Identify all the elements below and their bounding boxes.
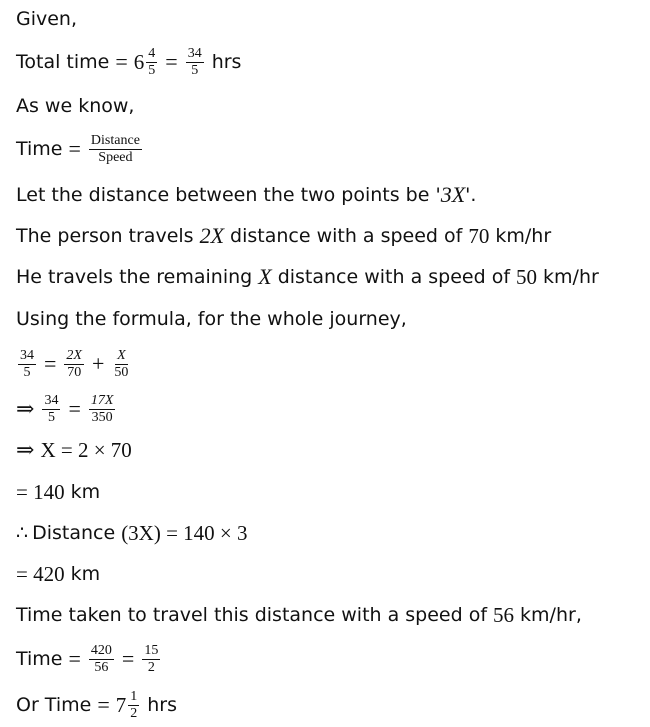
speed-50: 50 [516, 265, 538, 289]
fraction [142, 644, 160, 675]
equals-sign: = [121, 646, 135, 671]
using-formula-line [16, 302, 407, 336]
equation-5 [16, 516, 248, 550]
time-label: Time [16, 138, 63, 160]
equals-sign: = [68, 136, 81, 161]
equals-sign: = [97, 692, 110, 717]
let-distance-math: 3X [440, 182, 466, 207]
frac-num: 2X [66, 347, 82, 363]
eq6-value: = 420 [16, 562, 65, 586]
equation-7 [16, 640, 162, 678]
eq4-value: = 140 [16, 480, 65, 504]
frac-num: 4 [148, 45, 156, 61]
distance-over-speed [89, 134, 142, 165]
frac-den: 50 [114, 364, 129, 380]
time-taken-line [16, 598, 582, 632]
travels-2x-line [16, 219, 551, 253]
equals-sign: = [165, 49, 178, 74]
travels-2x-mid: distance with a speed of [230, 225, 463, 247]
let-distance-post: '. [465, 184, 477, 206]
travels-x-mid: distance with a speed of [277, 266, 511, 288]
travels-2x-math: 2X [199, 223, 225, 248]
unit-km: km [70, 481, 101, 503]
frac-num: 34 [187, 45, 202, 61]
distance-label: Distance [32, 522, 116, 544]
or-time-whole: 7 [115, 693, 127, 717]
plus-sign: + [91, 351, 105, 376]
frac-num: 420 [90, 642, 112, 658]
equals-sign: = [44, 351, 57, 376]
equation-3 [16, 433, 132, 467]
implies-arrow: ⇒ [16, 396, 35, 421]
frac-num: 1 [130, 688, 138, 704]
therefore-symbol: ∴ [16, 522, 29, 544]
frac-den: 56 [94, 659, 109, 675]
equals-sign: = [68, 396, 81, 421]
total-time-fraction [146, 47, 157, 78]
equals-sign: = [115, 49, 128, 74]
total-time-improper [186, 47, 204, 78]
frac-den: 2 [130, 705, 138, 721]
equals-sign: = [68, 646, 81, 671]
time-label: Time [16, 648, 63, 670]
frac-den: 350 [91, 409, 113, 425]
frac-den: 5 [23, 364, 31, 380]
frac-den: 5 [191, 62, 199, 78]
implies-arrow: ⇒ [16, 437, 35, 462]
travels-x-line [16, 260, 599, 294]
unit-kmhr: km/hr [495, 225, 552, 247]
unit-hrs: hrs [147, 694, 177, 716]
equation-1 [16, 345, 132, 383]
or-time-line [16, 686, 177, 724]
frac-den: Speed [98, 149, 133, 165]
unit-kmhr: km/hr, [520, 604, 582, 626]
eq5-math: (3X) = 140 × 3 [121, 521, 248, 545]
given-line [16, 2, 77, 36]
fraction [64, 349, 84, 380]
frac-num: X [117, 347, 126, 363]
travels-x-pre: He travels the remaining [16, 266, 253, 288]
fraction [89, 394, 116, 425]
fraction [128, 690, 139, 721]
equation-2 [16, 390, 117, 428]
travels-x-math: X [258, 264, 272, 289]
time-taken-pre: Time taken to travel this distance with a speed of [16, 604, 488, 626]
speed-56: 56 [493, 603, 515, 627]
frac-num: 34 [20, 347, 34, 363]
or-time-label: Or Time [16, 694, 92, 716]
unit-km: km [70, 563, 101, 585]
fraction [89, 644, 114, 675]
frac-den: 2 [147, 659, 155, 675]
let-distance-line [16, 178, 476, 212]
as-we-know-line [16, 89, 134, 123]
equation-6 [16, 557, 100, 591]
travels-2x-pre: The person travels [16, 225, 194, 247]
given-text: Given, [16, 8, 78, 30]
fraction [112, 349, 130, 380]
frac-num: 17X [90, 392, 114, 408]
frac-den: 5 [148, 62, 156, 78]
time-formula-line [16, 132, 144, 166]
unit-kmhr: km/hr [543, 266, 599, 288]
using-formula-text: Using the formula, for the whole journey, [16, 308, 407, 330]
equation-4 [16, 475, 100, 509]
eq3-text: X = 2 × 70 [40, 438, 132, 462]
fraction [42, 394, 60, 425]
fraction [18, 349, 36, 380]
frac-num: 34 [44, 392, 59, 408]
frac-num: Distance [90, 132, 140, 148]
total-time-line [16, 45, 241, 79]
total-time-label: Total time [16, 51, 110, 73]
frac-num: 15 [144, 642, 159, 658]
total-time-whole: 6 [133, 50, 145, 74]
speed-70: 70 [468, 224, 490, 248]
unit-hrs: hrs [211, 51, 242, 73]
let-distance-pre: Let the distance between the two points be ' [16, 184, 441, 206]
as-we-know-text: As we know, [16, 95, 135, 117]
frac-den: 5 [47, 409, 55, 425]
frac-den: 70 [67, 364, 82, 380]
